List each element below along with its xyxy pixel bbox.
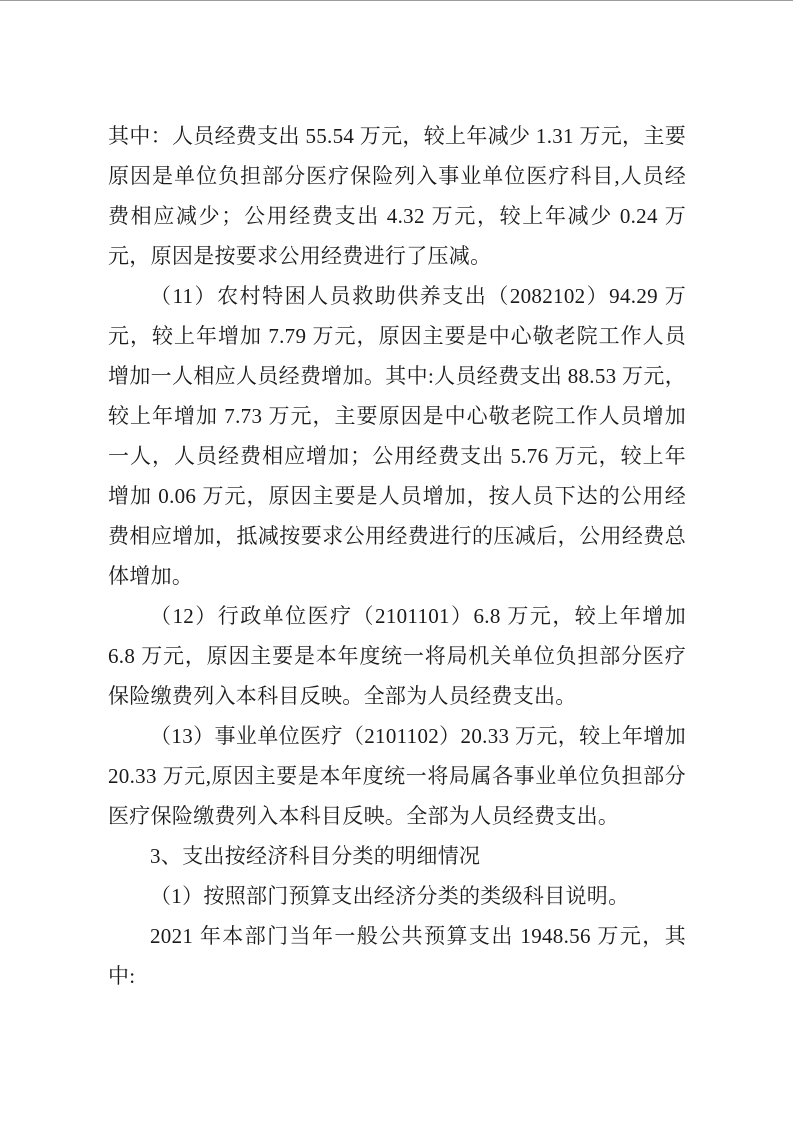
paragraph-item-11-rural-support: （11）农村特困人员救助供养支出（2082102）94.29 万元，较上年增加 7.79 万元，原因主要是中心敬老院工作人员增加一人相应人员经费增加。其中:人员经费支出 88.53 万元，较上年增加 7.73 万元，主要原因是中心敬老院工作人员增加一人，人员经费相应增加；公用经费支出 5.76 万元，较上年增加 0.06 万元，原因主要是人员增加，按人员下达的公用经费相应增加，抵减按要求公用经费进行的压减后，公用经费总体增加。 [108, 284, 686, 588]
subsection-heading-1-category-explanation: （1）按照部门预算支出经济分类的类级科目说明。 [150, 884, 630, 908]
scan-edge-line [0, 0, 793, 1]
paragraph-2021-budget-summary: 2021 年本部门当年一般公共预算支出 1948.56 万元，其中: [108, 924, 686, 988]
paragraph-personnel-funds-continuation: 其中：人员经费支出 55.54 万元，较上年减少 1.31 万元，主要原因是单位负担部分医疗保险列入事业单位医疗科目,人员经费相应减少；公用经费支出 4.32 万元，较上年减少 0.24 万元，原因是按要求公用经费进行了压减。 [108, 124, 686, 268]
paragraph-item-13-institution-medical: （13）事业单位医疗（2101102）20.33 万元，较上年增加 20.33 万元,原因主要是本年度统一将局属各事业单位负担部分医疗保险缴费列入本科目反映。全部为人员经费支出。 [108, 724, 686, 828]
paragraph-item-12-admin-medical: （12）行政单位医疗（2101101）6.8 万元，较上年增加 6.8 万元，原因主要是本年度统一将局机关单位负担部分医疗保险缴费列入本科目反映。全部为人员经费支出。 [108, 604, 686, 708]
document-body [108, 116, 686, 996]
section-heading-3-economic-classification: 3、支出按经济科目分类的明细情况 [150, 844, 481, 868]
